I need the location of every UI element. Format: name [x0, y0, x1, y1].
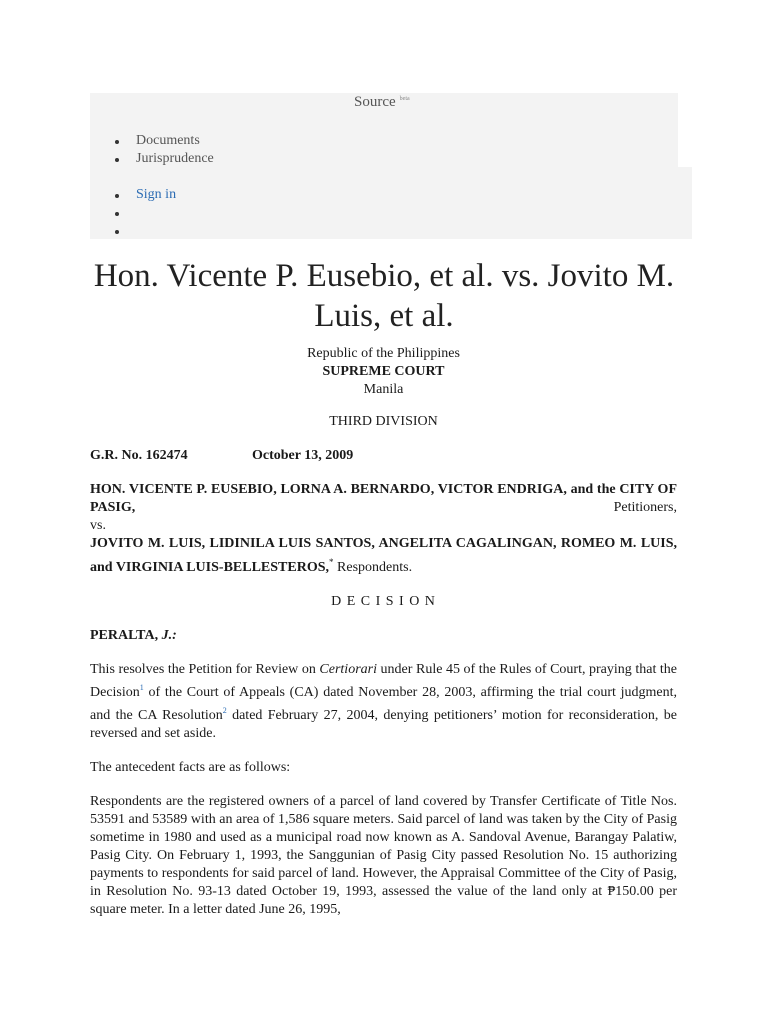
paragraph-2: The antecedent facts are as follows: [90, 760, 291, 775]
respondents-names: JOVITO M. LUIS, LIDINILA LUIS SANTOS, ANGELITA CAGALINGAN, ROMEO M. LUIS, and VIRGINIA LUIS-BELLESTEROS, [90, 536, 677, 575]
court-name: SUPREME COURT [322, 364, 445, 379]
sign-in-link[interactable]: Sign in [136, 187, 177, 202]
paragraph-3: Respondents are the registered owners of a parcel of land covered by Transfer Certificate of Title Nos. 53591 and 53589 with an area of 1,586 square meters. Said parcel of land was taken by the City of Pasig sometime in 1980 and used as a municipal road now known as A. Sandoval Avenue, Barangay Palatiw, Pasig City. On February 1, 1993, the Sanggunian of Pasig City passed Resolution No. 15 authorizing payments to respondents for said parcel of land. However, the Appraisal Committee of the City of Pasig, in Resolution No. 93-13 dated October 19, 1993, assessed the value of the land only at ₱150.00 per square meter. In a letter dated June 26, 1995, [90, 794, 677, 917]
petitioners [90, 481, 677, 517]
nav-bar-lower [90, 167, 692, 239]
ponente [90, 627, 677, 645]
decision-document [90, 345, 677, 919]
respondents-role: Respondents. [337, 560, 413, 575]
main-nav [90, 132, 214, 168]
republic-line: Republic of the Philippines [307, 346, 460, 361]
beta-badge: beta [399, 96, 410, 102]
account-nav [90, 186, 176, 240]
empty-nav-item [90, 222, 176, 240]
footnote-mark[interactable]: * [329, 557, 334, 567]
brand-name[interactable]: Source [354, 94, 396, 110]
court-city: Manila [363, 382, 404, 397]
ponente-title: J.: [161, 628, 177, 643]
gr-number: G.R. No. 162474 [90, 448, 188, 463]
nav-item-documents[interactable]: Documents [90, 132, 214, 150]
decision-heading: D E C I S I O N [331, 594, 436, 609]
petitioners-names: HON. VICENTE P. EUSEBIO, LORNA A. BERNARDO, VICTOR ENDRIGA, and the CITY OF PASIG, [90, 482, 677, 515]
sign-in-item [90, 186, 176, 204]
empty-nav-item [90, 204, 176, 222]
footnote-2-link[interactable]: 2 [222, 706, 227, 715]
nav-item-jurisprudence[interactable]: Jurisprudence [90, 150, 214, 168]
decision-date: October 13, 2009 [252, 448, 354, 463]
division: THIRD DIVISION [329, 414, 438, 429]
case-title: Hon. Vicente P. Eusebio, et al. vs. Jovito M. Luis, et al. [93, 258, 675, 334]
paragraph-1: This resolves the Petition for Review on Certiorari under Rule 45 of the Rules of Court, praying that the Decision$^1$ of the Court of Appeals (CA) dated November 28, 2003, affirming the trial court judgment, and the CA Resolution$^2$ dated February 27, 2004, denying petitioners’ motion for reconsideration, be reversed and set aside. [90, 662, 677, 741]
ponente-name: PERALTA, [90, 628, 159, 643]
versus: vs. [90, 518, 106, 533]
site-brand[interactable] [354, 94, 410, 111]
footnote-1-link[interactable]: 1 [139, 683, 144, 692]
petitioners-role: Petitioners, [613, 500, 677, 515]
respondents [90, 535, 677, 577]
case-number-line [90, 447, 677, 465]
